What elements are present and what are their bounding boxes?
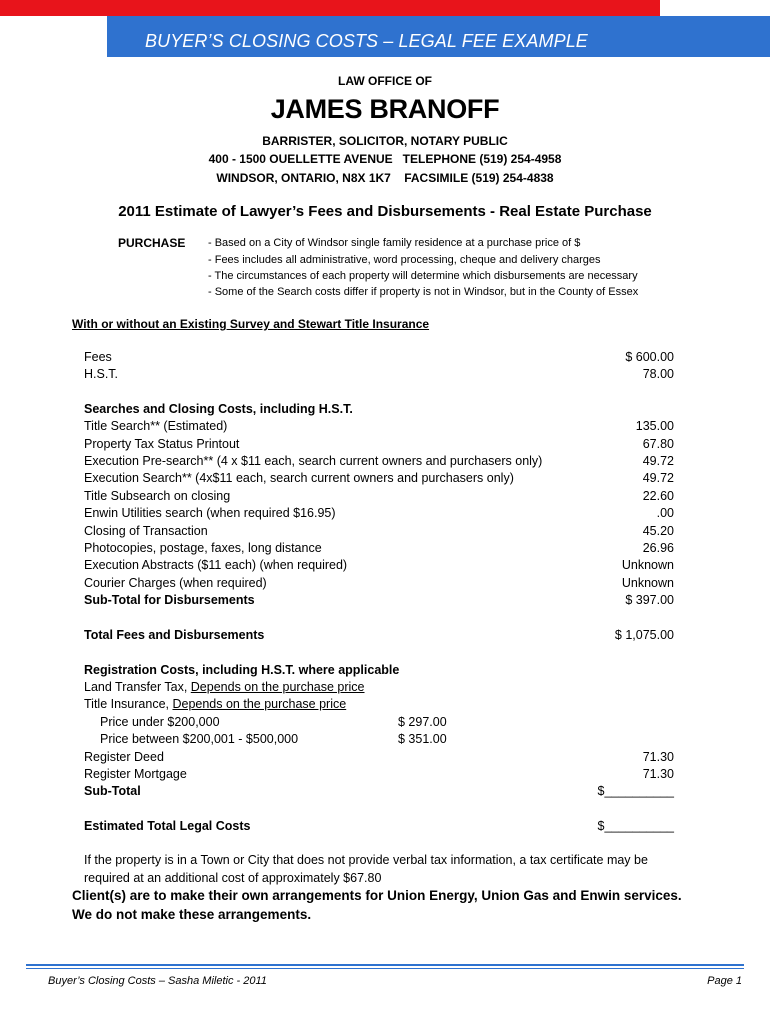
- estimated-total-amount: $__________: [597, 819, 674, 833]
- search-item-label: Title Search** (Estimated): [84, 419, 228, 433]
- disbursements-subtotal-amount: $ 397.00: [625, 593, 674, 607]
- search-item-label: Courier Charges (when required): [84, 576, 267, 590]
- total-amount: $ 1,075.00: [614, 628, 674, 642]
- land-transfer-label: Land Transfer Tax,: [84, 680, 191, 694]
- land-transfer-tax-line: [84, 680, 365, 694]
- footer-left-text: Buyer’s Closing Costs – Sasha Miletic - 2011: [48, 975, 267, 987]
- law-office-label: LAW OFFICE OF: [338, 74, 432, 88]
- address-line-2: WINDSOR, ONTARIO, N8X 1K7 FACSIMILE (519) 254-4838: [216, 171, 554, 185]
- search-item-label: Execution Pre-search** (4 x $11 each, search current owners and purchasers only): [84, 454, 543, 468]
- register-deed-label: Register Deed: [84, 750, 164, 764]
- searches-title: Searches and Closing Costs, including H.S.T.: [84, 402, 353, 416]
- red-header-bar: [0, 0, 660, 16]
- search-item-amount: 22.60: [642, 489, 674, 503]
- price-row-amount: $ 351.00: [398, 732, 447, 746]
- town-note-line-1: If the property is in a Town or City that does not provide verbal tax information, a tax certificate may be: [84, 853, 648, 867]
- purchase-note: - The circumstances of each property will determine which disbursements are necessary: [208, 270, 638, 282]
- estimate-heading: 2011 Estimate of Lawyer’s Fees and Disbursements - Real Estate Purchase: [118, 203, 652, 220]
- search-item-amount: .00: [656, 506, 674, 520]
- disbursements-subtotal-label: Sub-Total for Disbursements: [84, 593, 255, 607]
- lawyer-name: JAMES BRANOFF: [270, 94, 500, 124]
- registration-title: Registration Costs, including H.S.T. where applicable: [84, 663, 400, 677]
- search-item-amount: 67.80: [642, 437, 674, 451]
- purchase-label: PURCHASE: [118, 236, 186, 250]
- footer-rule: [26, 964, 744, 966]
- price-row-label: Price under $200,000: [100, 715, 220, 729]
- registration-subtotal-label: Sub-Total: [84, 784, 141, 798]
- register-mortgage-amount: 71.30: [642, 767, 674, 781]
- title-insurance-line: [84, 697, 346, 711]
- search-item-label: Title Subsearch on closing: [84, 489, 231, 503]
- hst-label: H.S.T.: [84, 367, 119, 381]
- purchase-note: - Some of the Search costs differ if property is not in Windsor, but in the County of Essex: [208, 286, 639, 298]
- purchase-note: - Fees includes all administrative, word processing, cheque and delivery charges: [208, 254, 601, 266]
- search-item-amount: 45.20: [642, 524, 674, 538]
- fees-label: Fees: [84, 350, 112, 364]
- lawyer-titles: BARRISTER, SOLICITOR, NOTARY PUBLIC: [262, 134, 508, 148]
- register-deed-amount: 71.30: [642, 750, 674, 764]
- price-row-amount: $ 297.00: [398, 715, 447, 729]
- hst-amount: 78.00: [642, 367, 674, 381]
- estimated-total-label: Estimated Total Legal Costs: [84, 819, 251, 833]
- search-item-amount: 49.72: [642, 454, 674, 468]
- town-note-line-2: required at an additional cost of approximately $67.80: [84, 871, 382, 885]
- search-item-label: Photocopies, postage, faxes, long distance: [84, 541, 322, 555]
- search-item-label: Execution Search** (4x$11 each, search current owners and purchasers only): [84, 471, 514, 485]
- search-item-amount: Unknown: [621, 576, 674, 590]
- fees-amount: $ 600.00: [625, 350, 674, 364]
- registration-subtotal-amount: $__________: [597, 784, 674, 798]
- search-item-label: Enwin Utilities search (when required $16.95): [84, 506, 336, 520]
- land-transfer-depends-link: Depends on the purchase price: [190, 680, 365, 694]
- search-item-amount: 135.00: [635, 419, 674, 433]
- footer-page-number: Page 1: [707, 975, 742, 987]
- search-item-label: Execution Abstracts ($11 each) (when required): [84, 558, 348, 572]
- purchase-note: - Based on a City of Windsor single family residence at a purchase price of $: [208, 237, 581, 249]
- price-row-label: Price between $200,001 - $500,000: [100, 732, 299, 746]
- search-item-label: Closing of Transaction: [84, 524, 208, 538]
- search-item-label: Property Tax Status Printout: [84, 437, 240, 451]
- footer-rule-thin: [26, 968, 744, 969]
- title-insurance-label: Title Insurance,: [84, 697, 173, 711]
- search-item-amount: 26.96: [642, 541, 674, 555]
- client-note-line-1: Client(s) are to make their own arrangements for Union Energy, Union Gas and Enwin services.: [72, 888, 682, 903]
- title-insurance-depends-link: Depends on the purchase price: [172, 697, 347, 711]
- banner-title: BUYER’S CLOSING COSTS – LEGAL FEE EXAMPLE: [145, 31, 588, 51]
- address-line-1: 400 - 1500 OUELLETTE AVENUE TELEPHONE (519) 254-4958: [208, 152, 562, 166]
- search-item-amount: Unknown: [621, 558, 674, 572]
- search-item-amount: 49.72: [642, 471, 674, 485]
- total-label: Total Fees and Disbursements: [84, 628, 265, 642]
- client-note-line-2: We do not make these arrangements.: [72, 907, 312, 922]
- section-title: With or without an Existing Survey and Stewart Title Insurance: [72, 317, 430, 331]
- register-mortgage-label: Register Mortgage: [84, 767, 187, 781]
